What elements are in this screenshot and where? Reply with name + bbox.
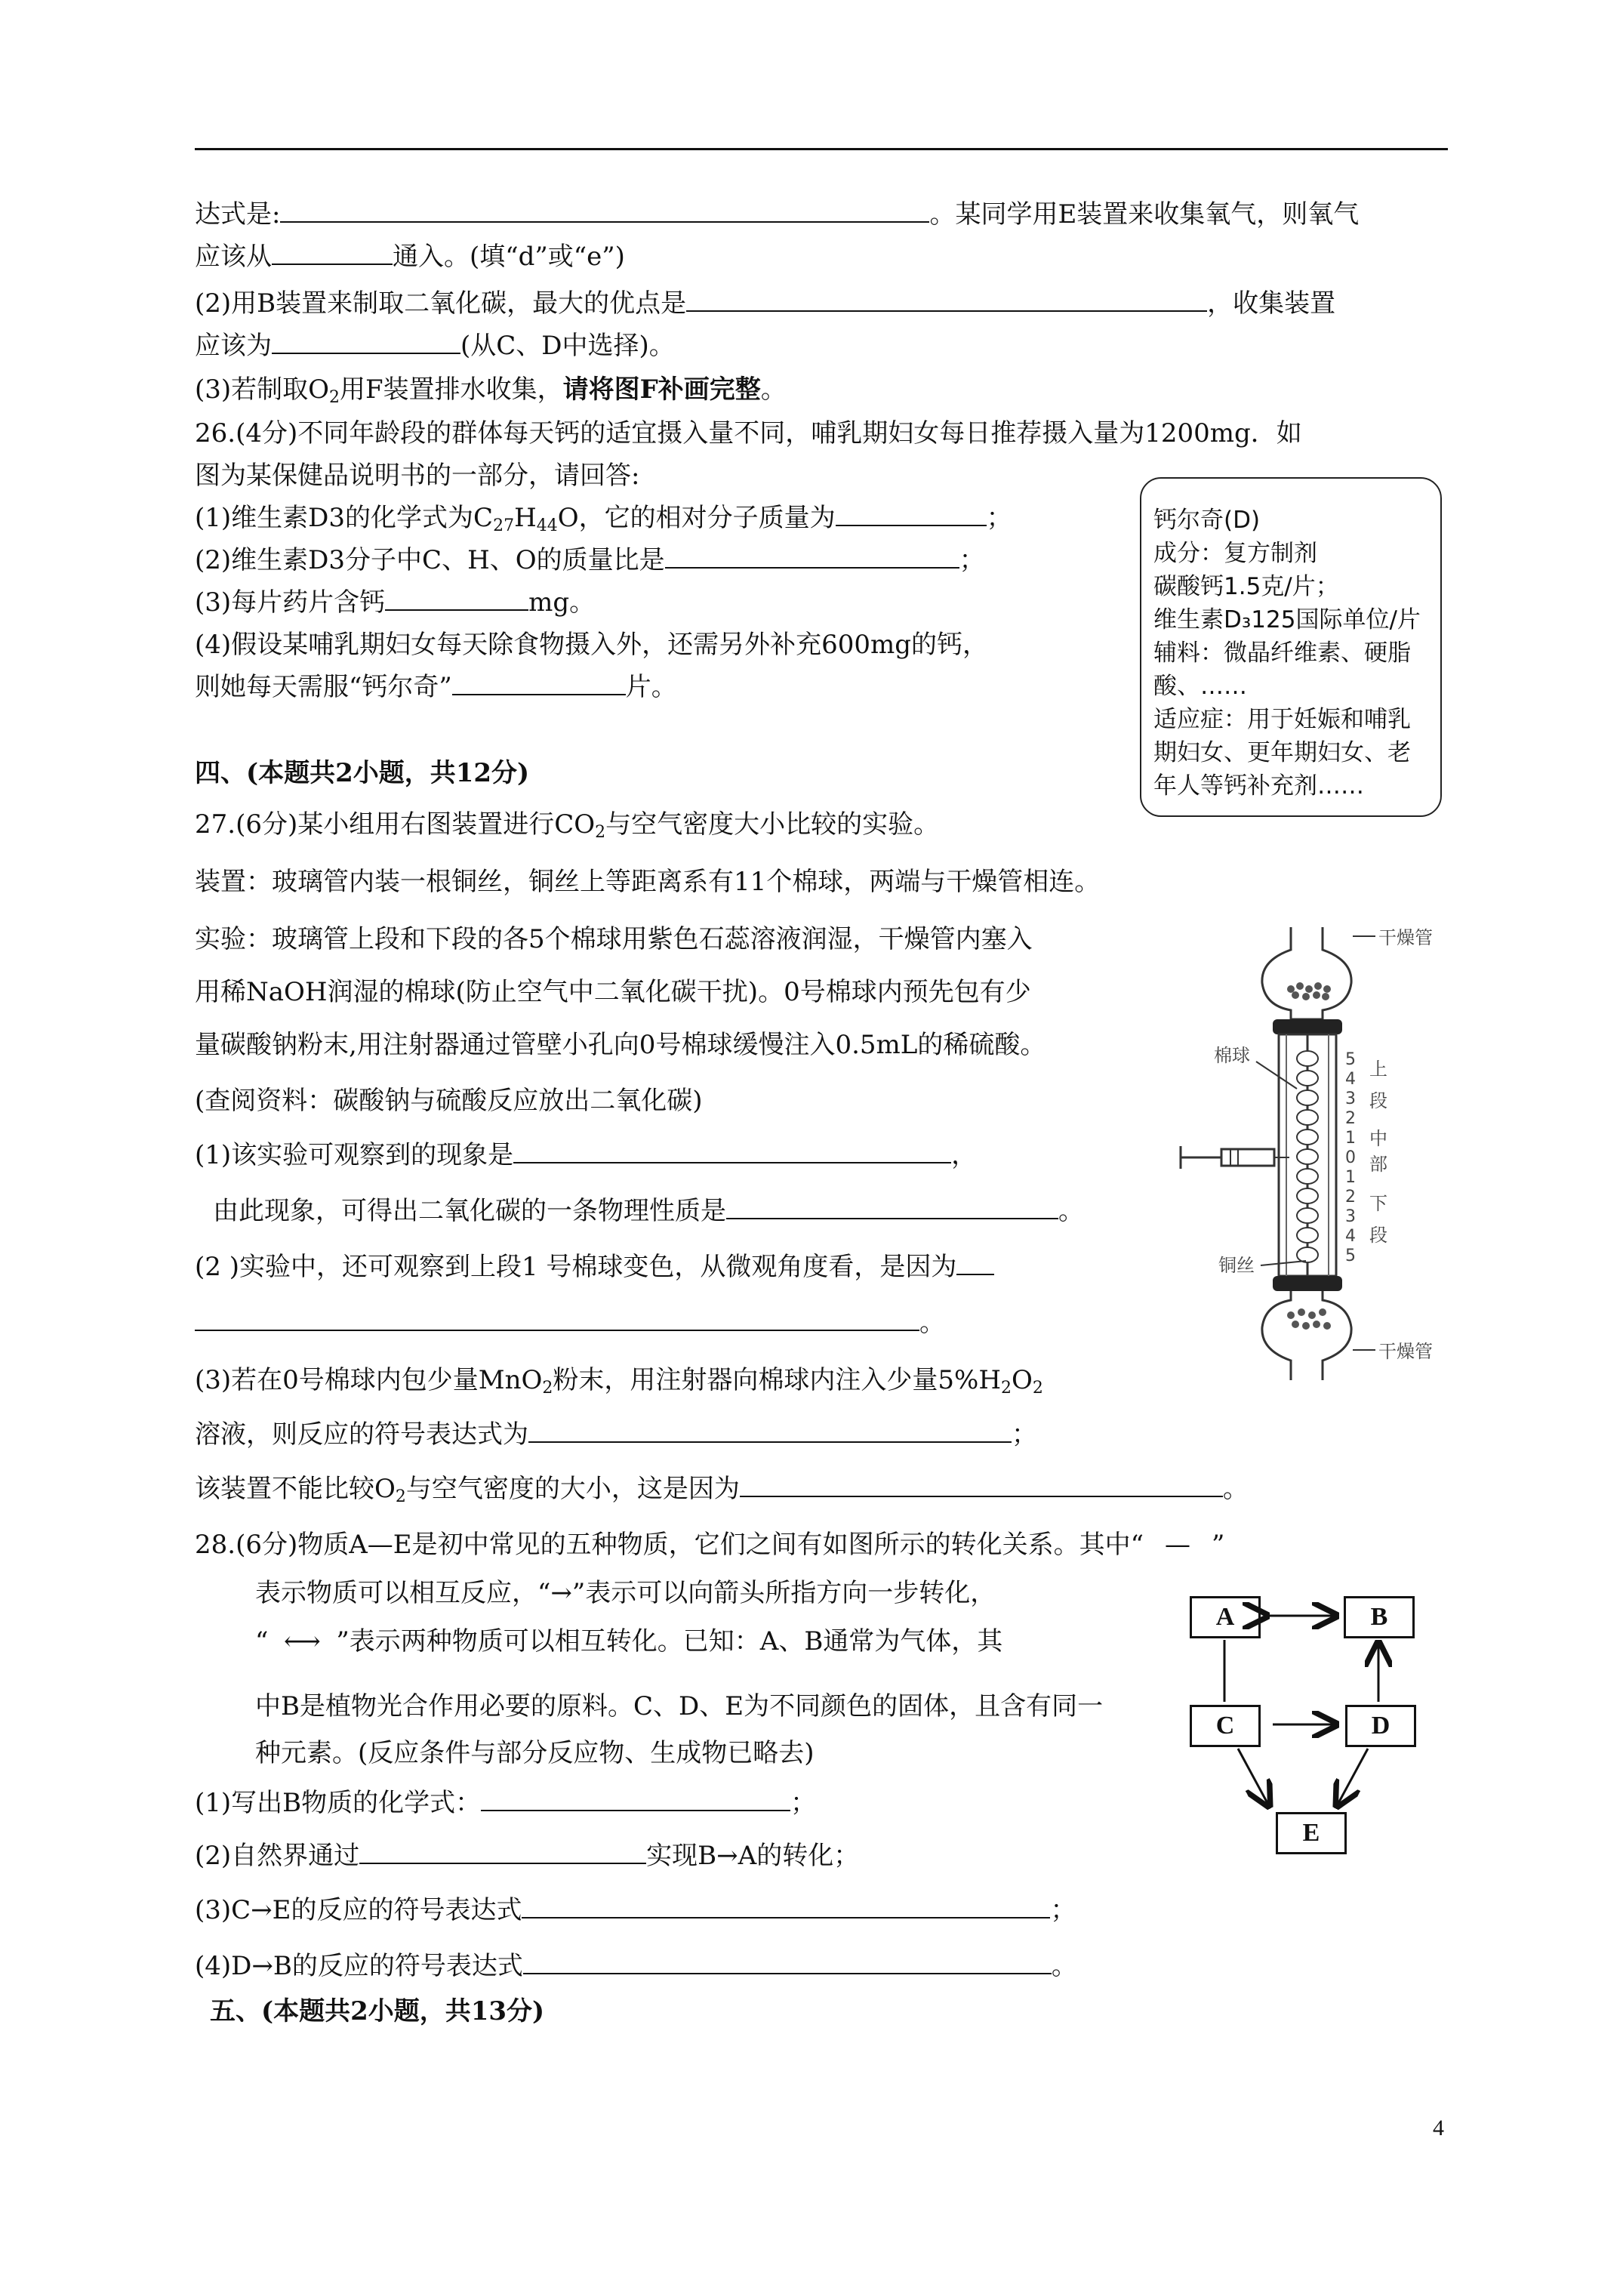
- d-e-arrow: [1338, 1749, 1368, 1804]
- q28-line-4: 中B是植物光合作用必要的原料。C、D、E为不同颜色的固体，且含有同一: [255, 1691, 1104, 1721]
- q27-line-11: (3)若在0号棉球内包少量MnO$_2$粉末，用注射器向棉球内注入少量$5\%H_2O_2$: [195, 1365, 1043, 1398]
- q26-line-2: 图为某保健品说明书的一部分，请回答:: [195, 461, 640, 491]
- q27-line-12: 溶液，则反应的符号表达式为 ；: [195, 1419, 1037, 1450]
- q28-line-6: (1)写出B物质的化学式： ；: [195, 1788, 817, 1818]
- q27-line-3: 实验：玻璃管上段和下段的各5个棉球用紫色石蕊溶液润湿，干燥管内塞入: [195, 924, 1033, 954]
- q25-line-4: 应该为 (从C、D中选择)。: [195, 331, 675, 361]
- dryer-bottom-label: 干燥管: [1378, 1341, 1433, 1362]
- copper-label: 铜丝: [1218, 1255, 1255, 1276]
- answer-blank[interactable]: [528, 1419, 1012, 1443]
- q27-line-7: (1)该实验可观察到的现象是 ，: [195, 1140, 978, 1170]
- header-rule: [195, 148, 1448, 150]
- q27-line-4: 用稀NaOH润湿的棉球(防止空气中二氧化碳干扰)。0号棉球内预先包有少: [195, 977, 1031, 1007]
- answer-blank[interactable]: [280, 199, 929, 223]
- label-line-6: 酸、……: [1153, 673, 1247, 700]
- q28-line-7: (2)自然界通过 实现B→A的转化；: [195, 1841, 860, 1871]
- label-line-9: 年人等钙补充剂……: [1153, 772, 1364, 800]
- answer-blank[interactable]: [726, 1195, 1058, 1219]
- q27-line-6: (查阅资料：碳酸钠与硫酸反应放出二氧化碳): [195, 1086, 703, 1116]
- glass-tube-apparatus-figure: [1178, 914, 1464, 1382]
- ball-num: 3: [1345, 1089, 1356, 1108]
- section-4-heading: 四、(本题共2小题，共12分): [195, 758, 530, 788]
- label-line-3: 碳酸钙1.5克/片；: [1153, 573, 1339, 600]
- relation-arrows: [1178, 1586, 1449, 1872]
- ball-num: 1: [1345, 1168, 1356, 1187]
- q25-line-1: 达式是: 。某同学用E装置来收集氧气，则氧气: [195, 199, 1360, 230]
- q28-line-3: “ ⟷ ”表示两种物质可以相互转化。已知：A、B通常为气体，其: [255, 1626, 1003, 1657]
- q26-line-3: (1)维生素D3的化学式为$C_{27}H_{44}O$，它的相对分子质量为 ；: [195, 503, 1012, 535]
- answer-blank[interactable]: [740, 1473, 1223, 1497]
- q26-line-1: 26.(4分)不同年龄段的群体每天钙的适宜摄入量不同，哺乳期妇女每日推荐摄入量为1200mg．如: [195, 418, 1302, 448]
- answer-blank[interactable]: [686, 288, 1207, 312]
- ball-num: 3: [1345, 1207, 1356, 1226]
- label-line-7: 适应症：用于妊娠和哺乳: [1153, 706, 1411, 733]
- q25-line-3: (2)用B装置来制取二氧化碳，最大的优点是 ，收集装置: [195, 288, 1336, 319]
- q27-line-8: 由此现象，可得出二氧化碳的一条物理性质是 。: [213, 1196, 1084, 1226]
- q28-line-8: (3)C→E的反应的符号表达式 ；: [195, 1895, 1076, 1925]
- c-e-arrow: [1238, 1749, 1268, 1804]
- middle-label: 部: [1369, 1154, 1387, 1175]
- ball-num: 2: [1345, 1109, 1356, 1128]
- ball-num: 5: [1345, 1050, 1356, 1069]
- label-line-8: 期妇女、更年期妇女、老: [1153, 739, 1411, 766]
- q28-line-9: (4)D→B的反应的符号表达式 。: [195, 1951, 1077, 1981]
- q27-line-13: 该装置不能比较$O_2$与空气密度的大小，这是因为 。: [195, 1474, 1249, 1506]
- q27-line-10: 。: [195, 1306, 945, 1339]
- section-5-heading: 五、(本题共2小题，共13分): [210, 1996, 545, 2026]
- ball-num: 1: [1345, 1129, 1356, 1148]
- answer-blank[interactable]: [452, 671, 626, 695]
- answer-blank[interactable]: [272, 330, 460, 354]
- page-number: 4: [1433, 2116, 1444, 2140]
- label-line-2: 成分：复方制剂: [1153, 540, 1317, 567]
- label-line-1: 钙尔奇(D): [1153, 507, 1261, 534]
- q28-line-1: 28.(6分)物质A—E是初中常见的五种物质，它们之间有如图所示的转化关系。其中“ — ”: [195, 1530, 1225, 1560]
- answer-blank[interactable]: [665, 544, 959, 569]
- node-e: E: [1276, 1812, 1347, 1854]
- q25-line-2: 应该从 通入。(填“d”或“e”): [195, 242, 625, 272]
- q27-line-5: 量碳酸钠粉末,用注射器通过管壁小孔向0号棉球缓慢注入0.5mL的稀硫酸。: [195, 1030, 1046, 1060]
- ball-num: 2: [1345, 1188, 1356, 1207]
- answer-blank[interactable]: [195, 1307, 919, 1331]
- lower-label: 段: [1369, 1225, 1387, 1246]
- answer-blank[interactable]: [359, 1840, 646, 1864]
- lower-label: 下: [1369, 1193, 1387, 1214]
- upper-label: 上: [1369, 1059, 1387, 1080]
- answer-blank[interactable]: [513, 1139, 951, 1163]
- answer-blank[interactable]: [523, 1950, 1052, 1974]
- middle-label: 中: [1369, 1128, 1387, 1149]
- node-a: A: [1190, 1596, 1261, 1638]
- q27-line-1: 27.(6分)某小组用右图装置进行$CO_2$与空气密度大小比较的实验。: [195, 809, 940, 842]
- q26-line-7: 则她每天需服“钙尔奇” 片。: [195, 672, 677, 702]
- answer-blank[interactable]: [836, 502, 987, 526]
- q28-line-2: 表示物质可以相互反应，“→”表示可以向箭头所指方向一步转化，: [255, 1578, 996, 1608]
- q26-line-6: (4)假设某哺乳期妇女每天除食物摄入外，还需另外补充600mg的钙，: [195, 630, 989, 660]
- ball-num: 4: [1345, 1070, 1356, 1089]
- node-b: B: [1344, 1596, 1415, 1638]
- q26-line-4: (2)维生素D3分子中C、H、O的质量比是 ；: [195, 545, 985, 575]
- q27-line-9: (2 )实验中，还可观察到上段1 号棉球变色，从微观角度看，是因为: [195, 1250, 994, 1284]
- answer-blank[interactable]: [956, 1251, 994, 1275]
- q27-line-2: 装置：玻璃管内装一根铜丝，铜丝上等距离系有11个棉球，两端与干燥管相连。: [195, 867, 1101, 897]
- answer-blank[interactable]: [522, 1894, 1050, 1918]
- cotton-label: 棉球: [1214, 1045, 1250, 1066]
- answer-blank[interactable]: [481, 1787, 790, 1811]
- upper-label: 段: [1369, 1090, 1387, 1111]
- dryer-top-label: 干燥管: [1378, 927, 1433, 948]
- q28-line-5: 种元素。(反应条件与部分反应物、生成物已略去): [255, 1738, 815, 1768]
- node-c: C: [1190, 1705, 1261, 1747]
- ball-num: 4: [1345, 1227, 1356, 1246]
- answer-blank[interactable]: [385, 587, 528, 611]
- label-line-5: 辅料：微晶纤维素、硬脂: [1153, 639, 1411, 667]
- node-d: D: [1345, 1705, 1416, 1747]
- answer-blank[interactable]: [272, 241, 393, 265]
- q25-line-5: (3)若制取$O_2$用F装置排水收集，请将图F补画完整。: [195, 374, 787, 407]
- label-line-4: 维生素D₃125国际单位/片: [1153, 606, 1421, 633]
- ball-num: 0: [1345, 1148, 1356, 1167]
- q26-line-5: (3)每片药片含钙 mg。: [195, 587, 596, 618]
- ball-num: 5: [1345, 1247, 1356, 1265]
